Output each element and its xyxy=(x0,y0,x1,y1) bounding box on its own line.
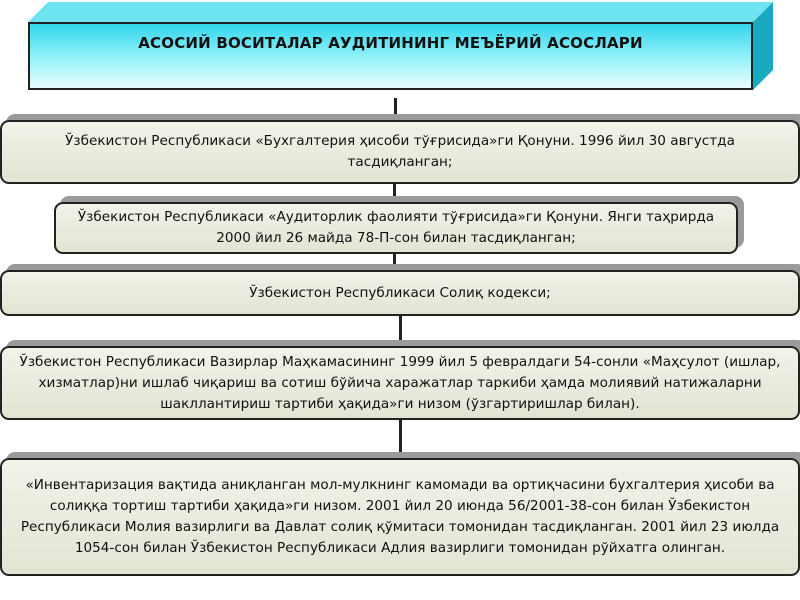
connector-line xyxy=(399,316,402,346)
normative-act-text: Ўзбекистон Республикаси Вазирлар Маҳкамасининг 1999 йил 5 февралдаги 54-сонли «Маҳсулот (ишлар, хизматлар)ни ишлаб чиқариш ва сотиш бўйича харажатлар таркиби ҳамда молиявий натижаларни шакллантириш тартиби ҳақида»ги низом (ўзгартиришлар билан). xyxy=(19,353,781,412)
normative-act-text: Ўзбекистон Республикаси «Аудиторлик фаолияти тўғрисида»ги Қонуни. Янги таҳрирда 2000 йил 26 майда 78-П-сон билан тасдиқланган; xyxy=(77,209,715,246)
title-box xyxy=(28,22,753,90)
normative-act-box xyxy=(0,270,800,316)
connector-line xyxy=(394,98,397,120)
connector-line xyxy=(393,254,396,270)
normative-act-box xyxy=(0,458,800,576)
diagram-title: АСОСИЙ ВОСИТАЛАР АУДИТИНИНГ МЕЪЁРИЙ АСОСЛАРИ xyxy=(138,34,643,52)
normative-act-text: Ўзбекистон Республикаси «Бухгалтерия ҳисоби тўғрисида»ги Қонуни. 1996 йил 30 августда тасдиқланган; xyxy=(65,133,735,170)
normative-act-box xyxy=(54,202,738,254)
normative-act-box xyxy=(0,120,800,184)
normative-act-box xyxy=(0,346,800,420)
connector-line xyxy=(399,420,402,458)
normative-act-text: «Инвентаризация вақтида аниқланган мол-мулкнинг камомади ва ортиқчасини бухгалтерия ҳисоби ва солиққа тортиш тартиби ҳақида»ги низом. 2001 йил 20 июнда 56/2001-38-сон билан Ўзбекистон Республикаси Молия вазирлиги ва Давлат солиқ қўмитаси томонидан тасдиқланган. 2001 йил 23 июлда 1054-сон билан Ўзбекистон Республикаси Адлия вазирлиги томонидан рўйхатга олинган. xyxy=(20,477,780,556)
connector-line xyxy=(393,184,396,202)
title-box-top-face xyxy=(28,2,773,22)
normative-act-text: Ўзбекистон Республикаси Солиқ кодекси; xyxy=(249,284,551,301)
